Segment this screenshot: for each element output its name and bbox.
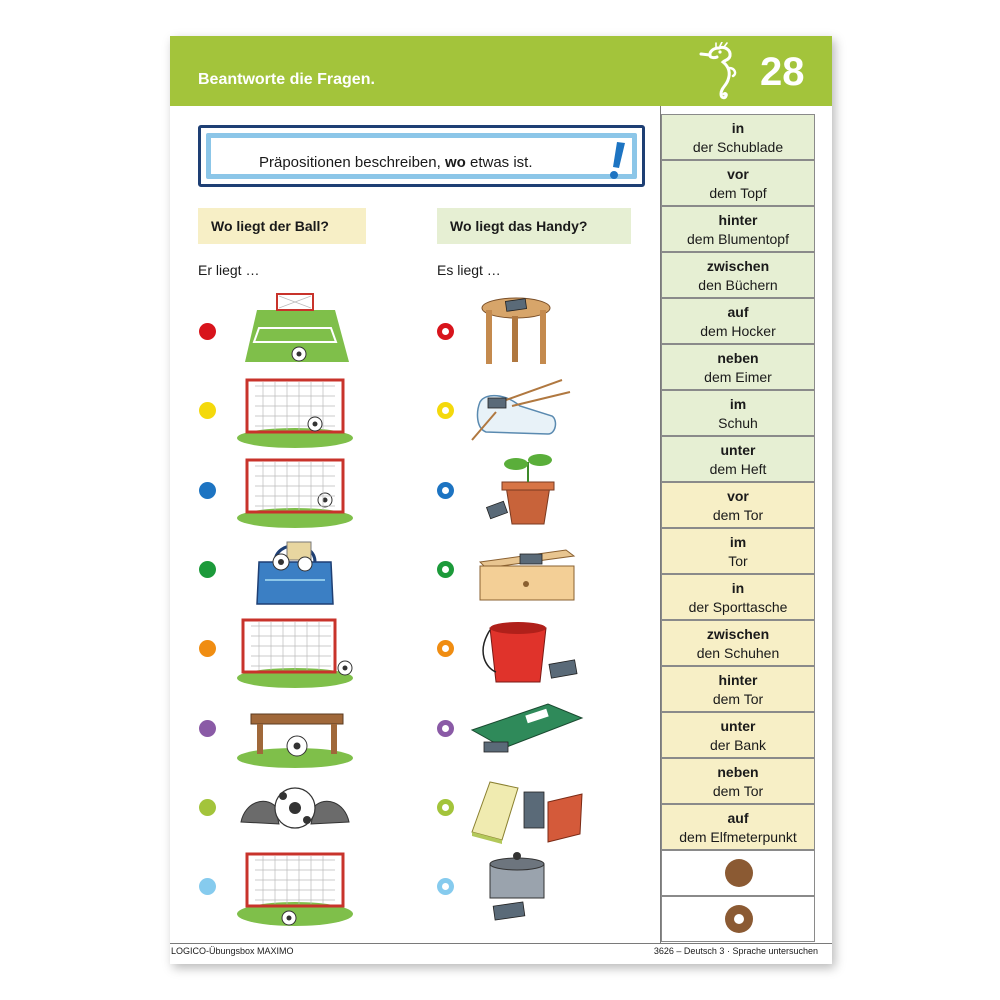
ring-lightblue xyxy=(437,878,454,895)
answer-noun: der Sporttasche xyxy=(688,599,788,615)
answer-card xyxy=(661,666,815,712)
marker-yellow xyxy=(199,402,216,419)
ball-in-front-of-goal-picture xyxy=(235,850,355,926)
exclamation-icon xyxy=(599,140,633,182)
answer-noun: dem Eimer xyxy=(704,369,772,385)
ball-in-sports-bag-picture xyxy=(235,532,355,608)
answer-card xyxy=(661,574,815,620)
answer-preposition: vor xyxy=(727,488,749,504)
marker-purple xyxy=(199,720,216,737)
phone-next-to-bucket-picture xyxy=(466,612,586,688)
phone-behind-flowerpot-picture xyxy=(466,452,586,528)
control-row xyxy=(661,850,815,896)
page-number: 28 xyxy=(760,50,805,94)
answer-preposition: auf xyxy=(727,304,749,320)
answer-card xyxy=(661,390,815,436)
question-handy: Wo liegt das Handy? xyxy=(437,208,631,244)
answer-preposition: in xyxy=(731,580,745,596)
answer-noun: dem Tor xyxy=(712,783,764,799)
lead-es-liegt: Es liegt … xyxy=(437,262,501,278)
answer-preposition: hinter xyxy=(718,212,758,228)
ball-between-shoes-picture xyxy=(235,772,355,848)
marker-lightblue xyxy=(199,878,216,895)
answer-preposition: zwischen xyxy=(706,258,770,274)
answer-preposition: auf xyxy=(727,810,749,826)
answer-noun: dem Tor xyxy=(712,691,764,707)
answer-card xyxy=(661,712,815,758)
answer-card xyxy=(661,344,815,390)
answer-noun: den Büchern xyxy=(698,277,778,293)
answer-card xyxy=(661,298,815,344)
info-text: Präpositionen beschreiben, wo etwas ist. xyxy=(259,154,533,171)
answer-noun: dem Tor xyxy=(712,507,764,523)
phone-in-shoe-picture xyxy=(466,372,586,448)
marker-green xyxy=(199,561,216,578)
lead-er-liegt: Er liegt … xyxy=(198,262,260,278)
answer-preposition: im xyxy=(729,396,747,412)
footer-publisher: LOGICO-Übungsbox MAXIMO xyxy=(171,946,294,956)
info-box xyxy=(198,125,645,187)
phone-in-drawer-picture xyxy=(466,532,586,608)
ball-behind-goal-picture xyxy=(235,452,355,528)
marker-blue xyxy=(199,482,216,499)
phone-between-books-picture xyxy=(466,772,586,848)
ball-under-bench-picture xyxy=(235,692,355,768)
answer-noun: den Schuhen xyxy=(696,645,780,661)
marker-lightgreen xyxy=(199,799,216,816)
answer-preposition: unter xyxy=(720,718,756,734)
footer-series: 3626 – Deutsch 3 · Sprache untersuchen xyxy=(653,946,818,956)
answer-noun: Schuh xyxy=(718,415,758,431)
answer-preposition: unter xyxy=(720,442,756,458)
answer-card xyxy=(661,620,815,666)
ring-yellow xyxy=(437,402,454,419)
answer-noun: dem Hocker xyxy=(700,323,776,339)
phone-under-notebook-picture xyxy=(466,692,586,768)
page-header xyxy=(170,36,832,106)
ball-in-goal-picture xyxy=(235,372,355,448)
answer-noun: der Schublade xyxy=(692,139,784,155)
answer-noun: dem Topf xyxy=(709,185,767,201)
ring-blue xyxy=(437,482,454,499)
ring-green xyxy=(437,561,454,578)
answer-preposition: in xyxy=(731,120,745,136)
answer-card xyxy=(661,160,815,206)
answer-noun: Tor xyxy=(728,553,748,569)
brown-dot-icon xyxy=(725,859,753,887)
ring-lightgreen xyxy=(437,799,454,816)
phone-in-front-of-pot-picture xyxy=(466,850,586,926)
page-title: Beantworte die Fragen. xyxy=(198,71,375,88)
answer-preposition: hinter xyxy=(718,672,758,688)
brown-ring-icon xyxy=(725,905,753,933)
question-ball: Wo liegt der Ball? xyxy=(198,208,366,244)
ball-on-penalty-spot-picture xyxy=(235,292,355,368)
worksheet-card xyxy=(170,36,832,964)
answer-preposition: zwischen xyxy=(706,626,770,642)
answer-preposition: neben xyxy=(717,764,759,780)
answer-card xyxy=(661,482,815,528)
answer-card xyxy=(661,252,815,298)
answer-card xyxy=(661,114,815,160)
answer-preposition: vor xyxy=(727,166,749,182)
answer-card xyxy=(661,206,815,252)
control-row xyxy=(661,896,815,942)
answer-card xyxy=(661,758,815,804)
answer-preposition: im xyxy=(729,534,747,550)
phone-on-stool-picture xyxy=(466,292,586,368)
marker-red xyxy=(199,323,216,340)
answer-preposition: neben xyxy=(717,350,759,366)
ring-orange xyxy=(437,640,454,657)
seahorse-icon xyxy=(695,42,743,104)
ring-purple xyxy=(437,720,454,737)
answer-card xyxy=(661,804,815,850)
ball-next-to-goal-picture xyxy=(235,612,355,688)
marker-orange xyxy=(199,640,216,657)
answer-card xyxy=(661,436,815,482)
answer-card xyxy=(661,528,815,574)
ring-red xyxy=(437,323,454,340)
answer-noun: dem Heft xyxy=(709,461,767,477)
answer-noun: dem Blumentopf xyxy=(687,231,789,247)
answer-noun: der Bank xyxy=(709,737,767,753)
answer-noun: dem Elfmeterpunkt xyxy=(679,829,797,845)
